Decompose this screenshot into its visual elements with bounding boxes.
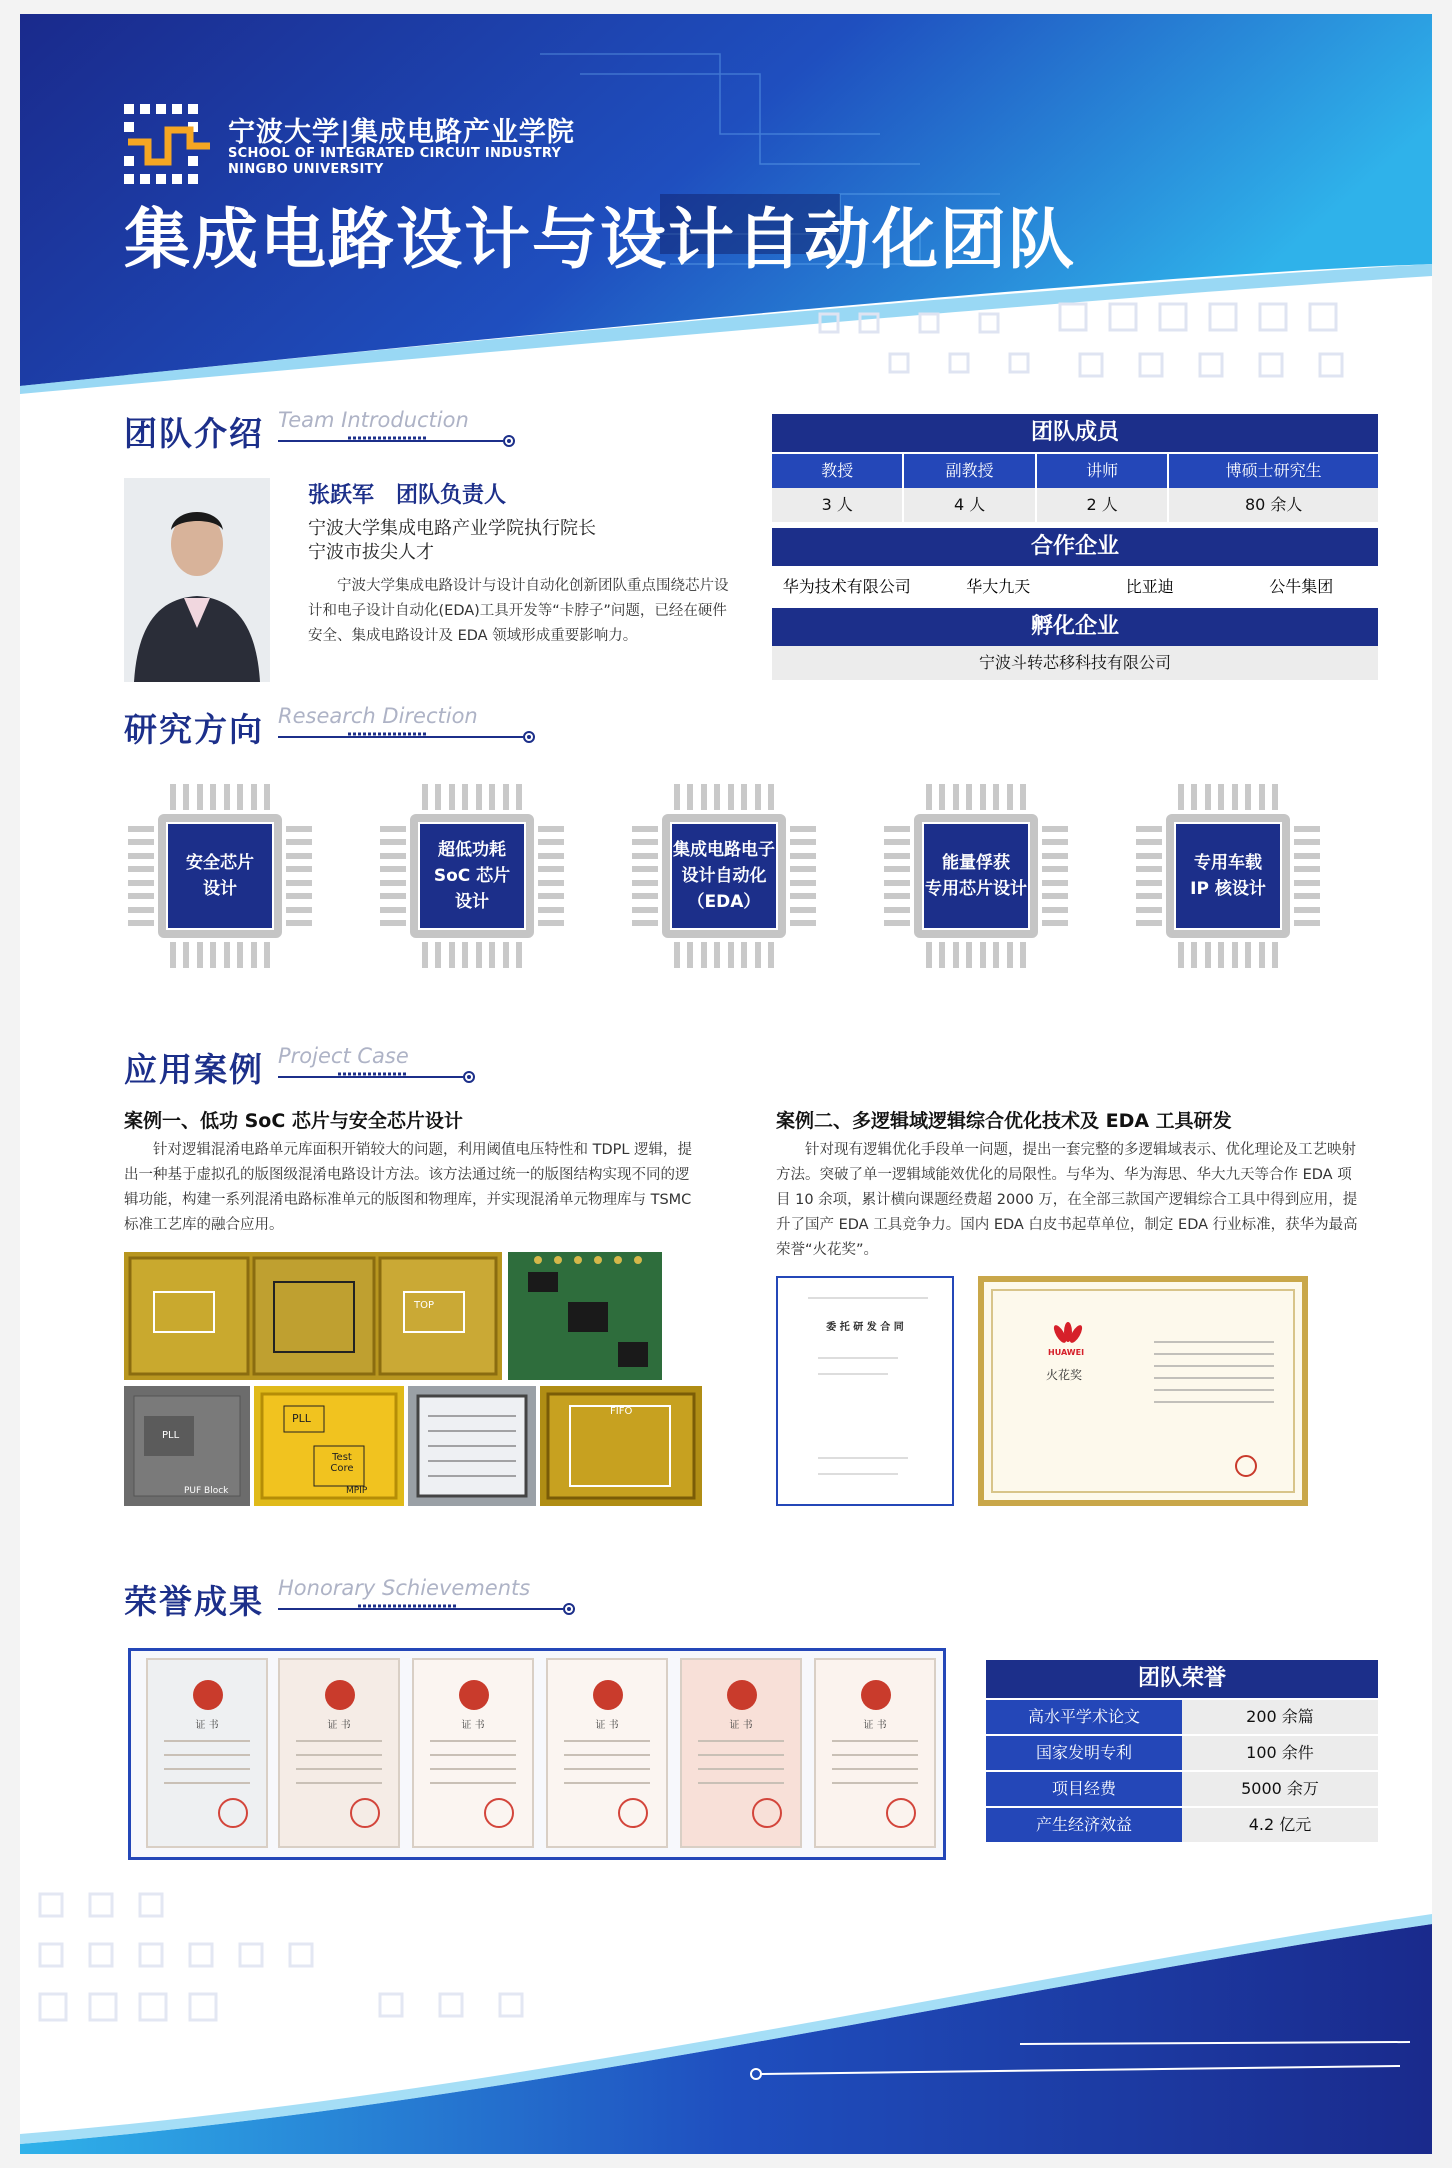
certificate-text-line (296, 1754, 382, 1756)
partner-bull: 公牛集团 (1227, 566, 1379, 608)
research-heading-en: Research Direction (278, 704, 478, 728)
research-heading (124, 704, 538, 751)
chip-pins (926, 942, 1026, 968)
honor-certificate (278, 1658, 400, 1848)
chip-die-photo-2 (254, 1386, 404, 1506)
count-lecturer: 2 人 (1037, 488, 1169, 522)
chip-pins (128, 826, 154, 926)
honor-value-papers: 200 余篇 (1182, 1700, 1378, 1734)
contract-title: 委 托 研 发 合 同 (826, 1322, 904, 1333)
honors-heading-en: Honorary Schievements (278, 1576, 531, 1600)
chip-label-testcore: Test Core (330, 1452, 354, 1474)
chip-die-photo-4 (540, 1386, 702, 1506)
chip-pins (884, 826, 910, 926)
heading-underline-icon (278, 1602, 578, 1616)
research-automotive-ip (1130, 778, 1326, 974)
col-students: 博硕士研究生 (1169, 454, 1378, 488)
certificate-text-line (430, 1768, 516, 1770)
incubation-header: 孵化企业 (772, 608, 1378, 646)
certificate-text-line (296, 1768, 382, 1770)
incubation-company: 宁波斗转芯移科技有限公司 (772, 646, 1378, 680)
count-professor: 3 人 (772, 488, 904, 522)
case2-title: 案例二、多逻辑域逻辑综合优化技术及 EDA 工具研发 (776, 1110, 1232, 1132)
heading-underline-icon (278, 730, 538, 744)
chip-pins (538, 826, 564, 926)
honor-label-funding: 项目经费 (986, 1772, 1182, 1806)
certificate-title: 证 书 (461, 1720, 485, 1731)
certificate-text-line (564, 1740, 650, 1742)
certificate-text-line (164, 1740, 250, 1742)
chip-pins (422, 784, 522, 810)
case2-text: 针对现有逻辑优化手段单一问题，提出一套完整的多逻辑域表示、优化理论及工艺映射方法。突破了单一逻辑域能效优化的局限性。与华为、华为海思、华大九天等合作 EDA 项目 10 余项，累计横向课题经费超 2000 万，在全部三款国产逻辑综合工具中得到应用，提升了国产 EDA 工具竞争力。国内 EDA 白皮书起草单位，制定 EDA 行业标准，获华为最高荣誉“火花奖”。 (776, 1142, 1358, 1258)
case1-text: 针对逻辑混淆电路单元库面积开销较大的问题，利用阈值电压特性和 TDPL 逻辑，提出一种基于虚拟孔的版图级混淆电路设计方法。该方法通过统一的版图结构实现不同的逻辑功能，构建一系列混淆电路标准单元的版图和物理库，并实现混淆单元物理库与 TSMC 标准工艺库的融合应用。 (124, 1142, 693, 1233)
team-description: 宁波大学集成电路设计与设计自动化创新团队重点围绕芯片设计和电子设计自动化(EDA)工具开发等“卡脖子”问题，已经在硬件安全、集成电路设计及 EDA 领域形成重要影响力。 (308, 578, 729, 644)
chip-pins (632, 826, 658, 926)
chip-pins (380, 826, 406, 926)
certificate-text-line (296, 1782, 382, 1784)
research-label: 集成电路电子 设计自动化 （EDA） (672, 824, 776, 928)
chip-pins (674, 942, 774, 968)
research-label: 超低功耗 SoC 芯片 设计 (420, 824, 524, 928)
huawei-spark-award-certificate (978, 1276, 1308, 1506)
certificate-title: 证 书 (595, 1720, 619, 1731)
certificate-text-line (832, 1768, 918, 1770)
chip-layout-photo-1 (124, 1252, 502, 1380)
team-intro-heading-cn: 团队介绍 (124, 414, 264, 453)
leader-name: 张跃军 团队负责人 (308, 483, 507, 508)
members-table (772, 414, 1378, 680)
honor-certificate (546, 1658, 668, 1848)
honors-heading (124, 1576, 578, 1623)
poster (20, 14, 1432, 2154)
certificate-text-line (698, 1768, 784, 1770)
project-heading (124, 1044, 478, 1091)
certificate-title: 证 书 (863, 1720, 887, 1731)
chip-label-fifo: FIFO (610, 1406, 633, 1417)
partner-huawei: 华为技术有限公司 (772, 566, 924, 608)
honor-label-patents: 国家发明专利 (986, 1736, 1182, 1770)
partner-byd: 比亚迪 (1075, 566, 1227, 608)
seal-icon (752, 1798, 782, 1828)
leader-title-2: 宁波市拔尖人才 (308, 542, 434, 563)
certificate-text-line (296, 1740, 382, 1742)
count-students: 80 余人 (1169, 488, 1378, 522)
chip-pins (170, 942, 270, 968)
members-header: 团队成员 (772, 414, 1378, 452)
certificate-text-line (698, 1740, 784, 1742)
contract-document (776, 1276, 954, 1506)
research-security-chip (122, 778, 318, 974)
award-name: 火花奖 (1046, 1368, 1083, 1382)
certificate-text-line (698, 1754, 784, 1756)
certificate-text-line (164, 1782, 250, 1784)
chip-pins (926, 784, 1026, 810)
honor-certificate (412, 1658, 534, 1848)
certificate-text-line (698, 1782, 784, 1784)
certificate-title: 证 书 (195, 1720, 219, 1731)
certificate-text-line (832, 1740, 918, 1742)
honor-certificate (814, 1658, 936, 1848)
leader-photo (124, 478, 270, 682)
chip-pins (422, 942, 522, 968)
chip-pins (790, 826, 816, 926)
national-emblem-icon (727, 1680, 757, 1710)
chip-pins (170, 784, 270, 810)
chip-label-mpip: MPIP (346, 1486, 368, 1496)
seal-icon (218, 1798, 248, 1828)
certificate-text-line (164, 1754, 250, 1756)
chip-label-top: TOP (414, 1300, 435, 1311)
chip-pins (1294, 826, 1320, 926)
honor-value-patents: 100 余件 (1182, 1736, 1378, 1770)
certificate-text-line (430, 1740, 516, 1742)
chip-label-puf: PUF Block (184, 1486, 229, 1496)
chip-label-pll-a: PLL (162, 1430, 180, 1441)
school-logo-icon (124, 104, 212, 184)
certificate-text-line (832, 1782, 918, 1784)
chip-die-photo-3 (408, 1386, 536, 1506)
leader-title-1: 宁波大学集成电路产业学院执行院长 (308, 518, 596, 539)
honor-label-economic: 产生经济效益 (986, 1808, 1182, 1842)
team-honors-header: 团队荣誉 (986, 1660, 1378, 1698)
honor-certificate (680, 1658, 802, 1848)
certificate-title: 证 书 (729, 1720, 753, 1731)
seal-icon (350, 1798, 380, 1828)
school-name-en-line2: NINGBO UNIVERSITY (228, 162, 384, 177)
pcb-photo (508, 1252, 662, 1380)
partner-empyrean: 华大九天 (924, 566, 1076, 608)
huawei-brand: HUAWEI (1048, 1348, 1085, 1357)
national-emblem-icon (593, 1680, 623, 1710)
team-honors-table (986, 1660, 1378, 1842)
chip-label-pll-b: PLL (292, 1412, 311, 1425)
seal-icon (484, 1798, 514, 1828)
research-label: 专用车载 IP 核设计 (1176, 824, 1280, 928)
national-emblem-icon (459, 1680, 489, 1710)
honor-label-papers: 高水平学术论文 (986, 1700, 1182, 1734)
school-name-en-line1: SCHOOL OF INTEGRATED CIRCUIT INDUSTRY (228, 146, 562, 161)
chip-die-photo-1 (124, 1386, 250, 1506)
honor-value-economic: 4.2 亿元 (1182, 1808, 1378, 1842)
col-lecturer: 讲师 (1037, 454, 1169, 488)
seal-icon (886, 1798, 916, 1828)
footer-banner (20, 1854, 1432, 2154)
certificate-title: 证 书 (327, 1720, 351, 1731)
chip-pins (1136, 826, 1162, 926)
certificate-text-line (164, 1768, 250, 1770)
research-label: 能量俘获 专用芯片设计 (924, 824, 1028, 928)
honor-value-funding: 5000 余万 (1182, 1772, 1378, 1806)
certificate-text-line (564, 1782, 650, 1784)
research-energy-harvesting (878, 778, 1074, 974)
national-emblem-icon (325, 1680, 355, 1710)
partners-header: 合作企业 (772, 528, 1378, 566)
heading-underline-icon (278, 434, 518, 448)
team-intro-heading (124, 408, 518, 455)
research-low-power-soc (374, 778, 570, 974)
certificate-text-line (564, 1754, 650, 1756)
honor-certificate (146, 1658, 268, 1848)
chip-pins (286, 826, 312, 926)
certificate-text-line (564, 1768, 650, 1770)
chip-pins (1178, 942, 1278, 968)
research-label: 安全芯片 设计 (168, 824, 272, 928)
certificate-text-line (430, 1754, 516, 1756)
col-associate-professor: 副教授 (904, 454, 1036, 488)
chip-pins (674, 784, 774, 810)
national-emblem-icon (861, 1680, 891, 1710)
certificate-text-line (832, 1754, 918, 1756)
research-heading-cn: 研究方向 (124, 710, 264, 749)
case1-title: 案例一、低功 SoC 芯片与安全芯片设计 (124, 1110, 463, 1132)
school-name-cn: 宁波大学|集成电路产业学院 (228, 117, 575, 148)
col-professor: 教授 (772, 454, 904, 488)
honors-heading-cn: 荣誉成果 (124, 1582, 264, 1621)
page-title: 集成电路设计与设计自动化团队 (124, 201, 1076, 278)
team-intro-heading-en: Team Introduction (278, 408, 469, 432)
national-emblem-icon (193, 1680, 223, 1710)
certificate-text-line (430, 1782, 516, 1784)
seal-icon (618, 1798, 648, 1828)
chip-pins (1042, 826, 1068, 926)
project-heading-cn: 应用案例 (124, 1050, 264, 1089)
chip-pins (1178, 784, 1278, 810)
project-heading-en: Project Case (278, 1044, 409, 1068)
heading-underline-icon (278, 1070, 478, 1084)
count-associate-professor: 4 人 (904, 488, 1036, 522)
school-name-en (228, 146, 561, 178)
research-eda (626, 778, 822, 974)
